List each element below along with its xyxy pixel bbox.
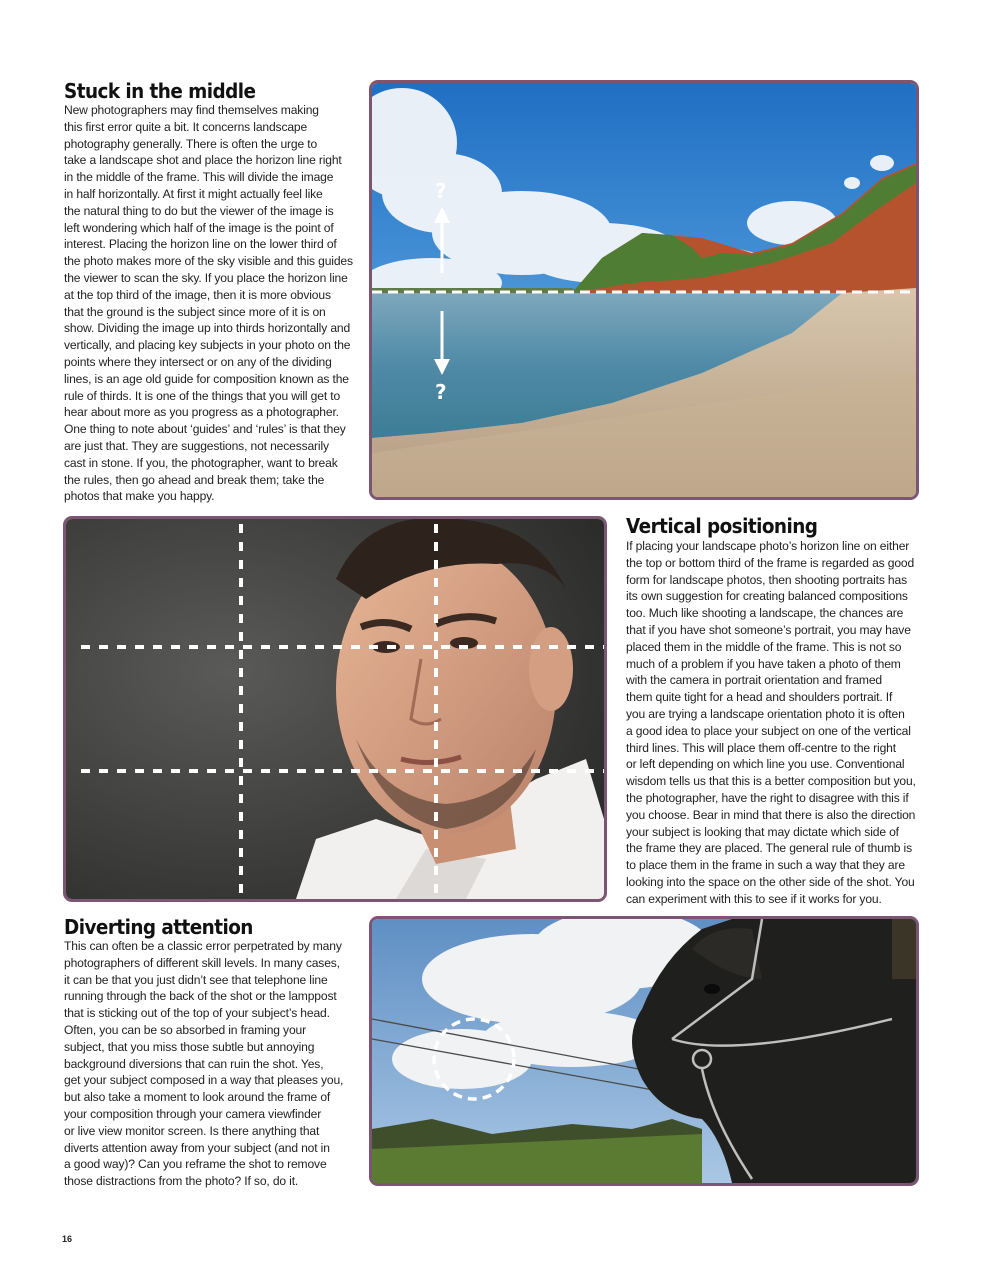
question-mark-bottom: ?	[435, 380, 447, 404]
text-line: too. Much like shooting a landscape, the chances are	[626, 606, 904, 621]
text-line: in the middle of the frame. This will divide the image	[64, 170, 334, 185]
text-line: you choose. Bear in mind that there is also the direction	[626, 807, 916, 822]
text-line: points where they intersect or on any of the dividing	[64, 354, 332, 369]
heading-diverting-attention: Diverting attention	[64, 915, 253, 939]
text-line: in half horizontally. At first it might actually feel like	[64, 186, 323, 201]
body-diverting-attention	[64, 938, 354, 1190]
text-line: form for landscape photos, then shooting portraits has	[626, 572, 907, 587]
text-line: diverts attention away from your subject (and not in	[64, 1140, 330, 1155]
text-line: them quite tight for a head and shoulders portrait. If	[626, 690, 893, 705]
text-line: that the ground is the subject since more of it is on	[64, 304, 326, 319]
horse-photo	[369, 916, 919, 1186]
text-line: your composition through your camera viewfinder	[64, 1106, 322, 1121]
text-line: photos that make you happy.	[64, 489, 215, 504]
text-line: New photographers may find themselves making	[64, 103, 319, 117]
text-line: rule of thirds. It is one of the things that you will get to	[64, 388, 341, 403]
text-line: that is sticking out of the top of your subject’s head.	[64, 1006, 330, 1021]
text-line: this first error quite a bit. It concerns landscape	[64, 119, 308, 134]
text-line: the natural thing to do but the viewer of the image is	[64, 203, 334, 218]
body-vertical-positioning	[626, 538, 921, 908]
heading-stuck-in-the-middle: Stuck in the middle	[64, 79, 256, 103]
text-line: placed them in the middle of the frame. This is not so	[626, 639, 902, 654]
heading-vertical-positioning: Vertical positioning	[626, 514, 818, 538]
text-line: hear about more as you progress as a photographer.	[64, 405, 339, 420]
text-line: wisdom tells us that this is a better composition but you,	[626, 774, 916, 789]
text-line: you are trying a landscape orientation photo it is often	[626, 706, 905, 721]
text-line: your subject is looking that may dictate which side of	[626, 824, 899, 839]
body-stuck-in-the-middle	[64, 102, 354, 505]
text-line: lines, is an age old guide for composition known as the	[64, 371, 349, 386]
text-line: a good way)? Can you reframe the shot to remove	[64, 1157, 327, 1172]
text-line: the top or bottom third of the frame is regarded as good	[626, 555, 915, 570]
text-line: background diversions that can ruin the shot. Yes,	[64, 1056, 324, 1071]
text-line: the frame they are placed. The general rule of thumb is	[626, 841, 912, 856]
text-line: that if you have shot someone’s portrait, you may have	[626, 622, 911, 637]
text-line: looking into the space on the other side of the shot. You	[626, 874, 915, 889]
text-line: subject, that you miss those subtle but annoying	[64, 1039, 315, 1054]
text-line: photographers of different skill levels. In many cases,	[64, 955, 340, 970]
text-line: the rules, then go ahead and break them; take the	[64, 472, 325, 487]
text-line: show. Dividing the image up into thirds horizontally and	[64, 321, 351, 336]
text-line: at the top third of the image, then it is more obvious	[64, 287, 331, 302]
text-line: can experiment with this to see if it works for you.	[626, 891, 882, 906]
text-line: running through the back of the shot or the lamppost	[64, 989, 337, 1004]
text-line: it can be that you just didn’t see that telephone line	[64, 972, 328, 987]
text-line: This can often be a classic error perpetrated by many	[64, 939, 342, 953]
question-mark-top: ?	[435, 179, 447, 203]
text-line: are just that. They are suggestions, not necessarily	[64, 438, 329, 453]
text-line: or live view monitor screen. Is there anything that	[64, 1123, 320, 1138]
text-line: with the camera in portrait orientation and framed	[626, 673, 883, 688]
text-line: the photographer, have the right to disagree with this if	[626, 790, 909, 805]
text-line: Often, you can be so absorbed in framing your	[64, 1022, 306, 1037]
text-line: cast in stone. If you, the photographer, want to break	[64, 455, 338, 470]
text-line: interest. Placing the horizon line on the lower third of	[64, 237, 337, 252]
text-line: its own suggestion for creating balanced compositions	[626, 589, 908, 604]
text-line: left wondering which half of the image is the point of	[64, 220, 334, 235]
text-line: the viewer to scan the sky. If you place the horizon line	[64, 270, 348, 285]
portrait-photo-grid	[63, 516, 607, 902]
text-line: One thing to note about ‘guides’ and ‘rules’ is that they	[64, 422, 346, 437]
text-line: a good idea to place your subject on one of the vertical	[626, 723, 911, 738]
text-line: If placing your landscape photo’s horizon line on either	[626, 539, 910, 553]
text-line: take a landscape shot and place the horizon line right	[64, 153, 342, 168]
text-line: third lines. This will place them off-centre to the right	[626, 740, 896, 755]
text-line: the photo makes more of the sky visible and this guides	[64, 254, 353, 269]
text-line: but also take a moment to look around the frame of	[64, 1090, 331, 1105]
text-line: those distractions from the photo? If so, do it.	[64, 1174, 299, 1189]
page-number: 16	[62, 1234, 73, 1244]
text-line: much of a problem if you have taken a photo of them	[626, 656, 901, 671]
text-line: get your subject composed in a way that pleases you,	[64, 1073, 344, 1088]
text-line: vertically, and placing key subjects in your photo on the	[64, 338, 351, 353]
beach-landscape-photo	[369, 80, 919, 500]
text-line: photography generally. There is often the urge to	[64, 136, 318, 151]
text-line: or left depending on which line you use. Conventional	[626, 757, 905, 772]
text-line: to place them in the frame in such a way that they are	[626, 858, 905, 873]
